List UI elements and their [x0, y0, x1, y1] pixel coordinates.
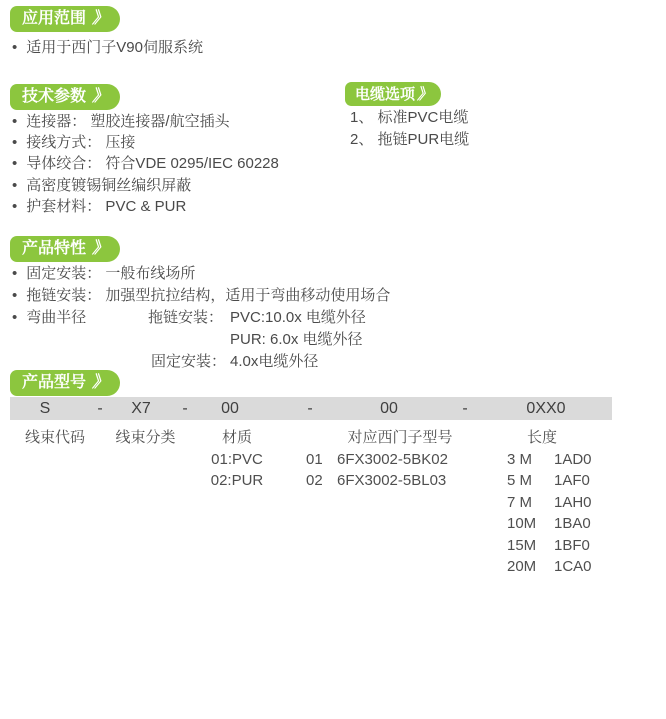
model-code-segment: 0XX0 [526, 400, 566, 417]
length-code: 1AD0 [554, 451, 592, 468]
feature-bend-radius-label: • 弯曲半径 [12, 309, 86, 326]
length-value: 5 M [507, 472, 533, 489]
section-title-tech: 技术参数 [22, 88, 87, 105]
tech-item: • 护套材料： PVC & PUR [12, 198, 186, 215]
material-option: 01:PVC [211, 451, 263, 468]
length-code: 1AF0 [554, 472, 590, 489]
model-code-segment: S [39, 400, 51, 417]
tech-item: • 导体绞合： 符合VDE 0295/IEC 60228 [12, 155, 279, 172]
length-value: 20M [507, 558, 537, 575]
siemens-row-code: 02 [306, 472, 323, 489]
length-value: 3 M [507, 451, 533, 468]
tech-item: • 连接器： 塑胶连接器/航空插头 [12, 113, 230, 130]
section-title-features: 产品特性 [22, 240, 87, 257]
section-title-application: 应用范围 [22, 10, 87, 27]
length-code: 1BF0 [554, 537, 590, 554]
chevron-right-icon: 》 [92, 10, 109, 27]
section-badge-features [10, 236, 120, 262]
table-header-harness-code: 线束代码 [24, 429, 85, 446]
feature-item: • 固定安装： 一般布线场所 [12, 265, 195, 282]
model-code-separator: - [97, 400, 103, 417]
model-code-segment: 00 [380, 400, 398, 417]
model-code-segment: 00 [221, 400, 239, 417]
table-header-harness-class: 线束分类 [115, 429, 176, 446]
length-value: 15M [507, 537, 537, 554]
bend-fixed-label: 固定安装： [151, 353, 227, 370]
bend-fixed-value: 4.0x电缆外径 [230, 353, 319, 370]
chevron-right-icon: 》 [92, 88, 109, 105]
chevron-right-icon: 》 [417, 85, 433, 103]
chevron-right-icon: 》 [92, 240, 109, 257]
material-option: 02:PUR [210, 472, 264, 489]
length-code: 1AH0 [554, 494, 592, 511]
length-code: 1BA0 [554, 515, 591, 532]
section-title-model: 产品型号 [22, 374, 87, 391]
section-title-cable: 电缆选项 [355, 85, 416, 103]
siemens-row-model: 6FX3002-5BK02 [337, 451, 448, 468]
bend-drag-pvc: PVC:10.0x 电缆外径 [230, 309, 366, 326]
siemens-row-code: 01 [306, 451, 323, 468]
section-badge-model [10, 370, 120, 396]
siemens-row-model: 6FX3002-5BL03 [337, 472, 447, 489]
model-code-separator: - [307, 400, 313, 417]
table-header-material: 材质 [221, 429, 252, 446]
model-code-segment: X7 [131, 400, 151, 417]
length-value: 10M [507, 515, 537, 532]
length-code: 1CA0 [554, 558, 592, 575]
table-header-length: 长度 [526, 429, 557, 446]
section-badge-tech [10, 84, 120, 110]
length-value: 7 M [507, 494, 533, 511]
model-code-separator: - [462, 400, 468, 417]
tech-item: • 高密度镀锡铜丝编织屏蔽 [12, 177, 191, 194]
bend-drag-pur: PUR: 6.0x 电缆外径 [230, 331, 363, 348]
table-header-siemens-model: 对应西门子型号 [347, 429, 453, 446]
application-item: • 适用于西门子V90伺服系统 [12, 39, 203, 56]
model-code-separator: - [182, 400, 188, 417]
cable-option: 1、 标准PVC电缆 [350, 109, 469, 126]
model-code-bar [10, 397, 612, 420]
chevron-right-icon: 》 [92, 374, 109, 391]
section-badge-cable [345, 82, 441, 106]
section-badge-application [10, 6, 120, 32]
tech-item: • 接线方式： 压接 [12, 134, 135, 151]
cable-option: 2、 拖链PUR电缆 [350, 131, 470, 148]
bend-drag-label: 拖链安装： [148, 309, 224, 326]
feature-item: • 拖链安装： 加强型抗拉结构，适用于弯曲移动使用场合 [12, 287, 390, 304]
